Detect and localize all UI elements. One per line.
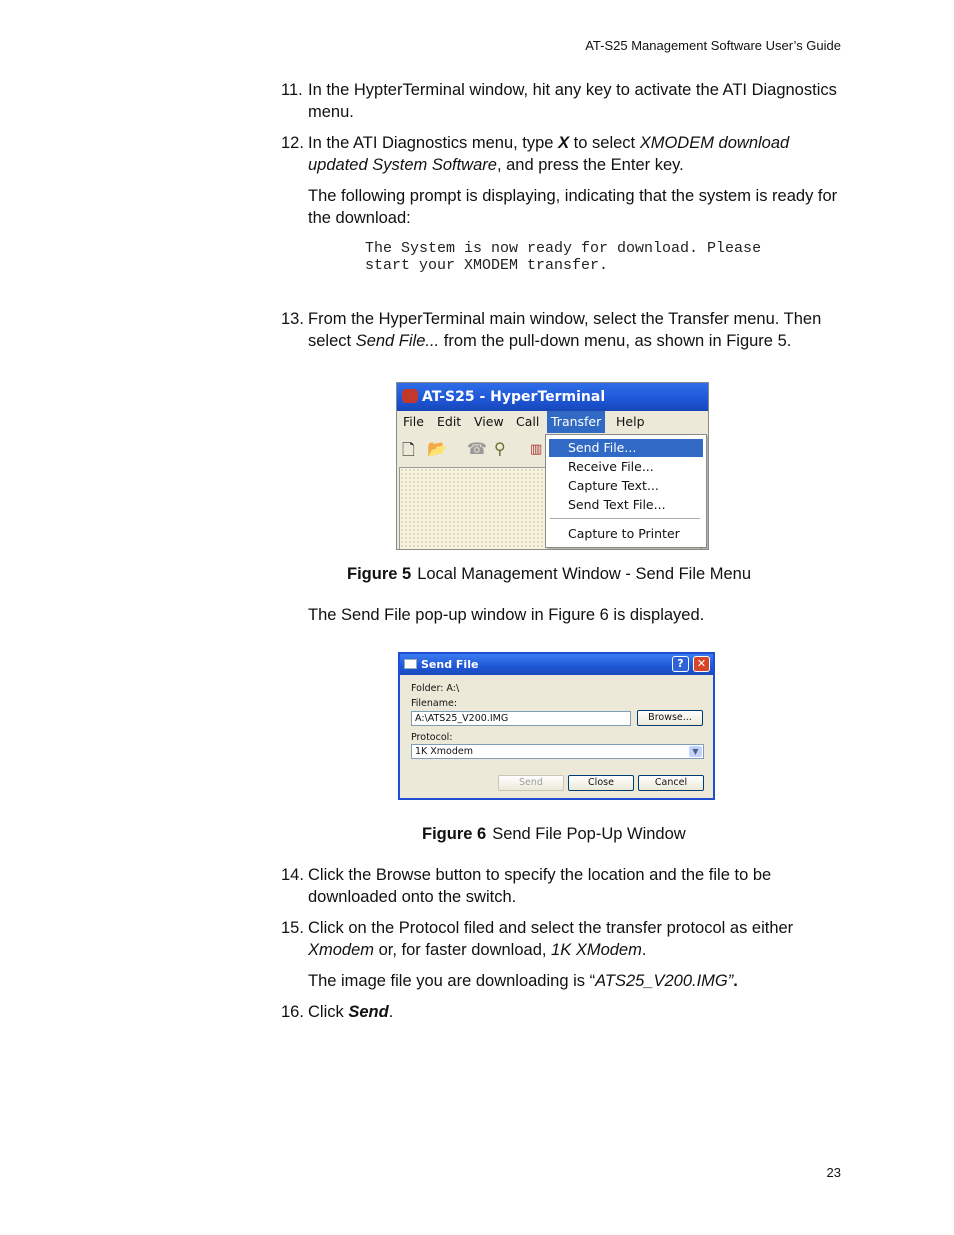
chevron-down-icon[interactable]: ▼ [689, 746, 702, 757]
menu-view[interactable]: View [474, 414, 504, 429]
step-text: In the ATI Diagnostics menu, type X to select XMODEM download updated System Software, and press the Enter key. [308, 134, 790, 174]
send-file-note: The Send File pop-up window in Figure 6 is displayed. [308, 606, 705, 624]
new-file-icon[interactable]: 🗋 [402, 440, 415, 459]
step-text: In the HypterTerminal window, hit any key to activate the ATI Diagnostics menu. [308, 81, 837, 121]
step-15 [281, 917, 841, 961]
page-number: 23 [826, 1165, 841, 1180]
step-16 [281, 1001, 841, 1023]
hyperterminal-app-icon [402, 389, 418, 403]
prompt-note: The following prompt is displaying, indicating that the system is ready for the download: [308, 187, 838, 227]
step-12 [281, 132, 841, 176]
step-number: 12. [281, 134, 304, 152]
step-14 [281, 864, 841, 908]
step-text: Click the Browse button to specify the location and the file to be downloaded onto the switch. [308, 866, 772, 906]
menu-file[interactable]: File [403, 414, 424, 429]
figure-5-caption [347, 565, 751, 584]
filename-input[interactable]: A:\ATS25_V200.IMG [411, 711, 631, 726]
menu-call[interactable]: Call [516, 414, 540, 429]
send-icon[interactable]: ▥ [530, 442, 543, 457]
step-number: 14. [281, 866, 304, 884]
step-13 [281, 308, 841, 374]
browse-button[interactable]: Browse... [637, 710, 703, 726]
phone-icon[interactable]: ☎ [467, 439, 487, 458]
protocol-value: 1K Xmodem [415, 746, 473, 757]
menu-help[interactable]: Help [616, 414, 645, 429]
send-file-dialog [398, 652, 715, 800]
step-number: 13. [281, 310, 304, 328]
filename-label: Filename: [411, 698, 458, 709]
disconnect-icon[interactable]: ⚲ [494, 439, 506, 458]
system-prompt: The System is now ready for download. Please start your XMODEM transfer. [365, 240, 762, 274]
step-text: Click Send. [308, 1003, 394, 1021]
menu-separator [550, 518, 700, 519]
step-number: 11. [281, 81, 303, 99]
window-title: AT-S25 - HyperTerminal [422, 389, 606, 405]
figure-title: Local Management Window - Send File Menu [417, 565, 752, 583]
menu-option: XMODEM download updated System Software [308, 134, 790, 174]
protocol-option-xmodem: Xmodem [308, 941, 375, 959]
image-file-note: The image file you are downloading is “ATS25_V200.IMG”. [308, 972, 738, 990]
protocol-label: Protocol: [411, 732, 453, 743]
window-icon [404, 659, 417, 669]
menu-item-ref: Send File... [355, 332, 440, 350]
figure-6-caption [422, 825, 686, 844]
step-text: Click on the Protocol filed and select the transfer protocol as either Xmodem or, for faster download, 1K XModem. [308, 919, 794, 959]
title-bar [397, 383, 709, 411]
protocol-select[interactable] [411, 744, 704, 759]
dialog-title-bar [400, 654, 713, 675]
menu-item-capture-to-printer[interactable]: Capture to Printer [568, 526, 680, 541]
step-number: 16. [281, 1003, 304, 1021]
folder-label: Folder: A:\ [411, 683, 460, 694]
close-window-button[interactable]: ✕ [693, 656, 710, 672]
running-header: AT-S25 Management Software User’s Guide [585, 38, 841, 53]
step-number: 15. [281, 919, 304, 937]
figure-title: Send File Pop-Up Window [492, 825, 686, 843]
menu-item-send-text-file[interactable]: Send Text File... [568, 497, 666, 512]
step-11 [281, 79, 841, 123]
menu-item-receive-file[interactable]: Receive File... [568, 459, 654, 474]
close-button[interactable]: Close [568, 775, 634, 791]
image-file-name: ATS25_V200.IMG” [595, 972, 734, 990]
figure-label: Figure 6 [422, 825, 487, 843]
send-action: Send [348, 1003, 389, 1021]
figure-label: Figure 5 [347, 565, 412, 583]
hyperterminal-window [396, 382, 709, 550]
menu-edit[interactable]: Edit [437, 414, 462, 429]
menu-item-capture-text[interactable]: Capture Text... [568, 478, 659, 493]
menu-item-send-file[interactable]: Send File... [549, 439, 703, 457]
menu-transfer[interactable]: Transfer [547, 411, 605, 433]
step-text: From the HyperTerminal main window, select the Transfer menu. Then select Send File... from the pull-down menu, as shown in Figure 5. [308, 310, 822, 350]
cancel-button[interactable]: Cancel [638, 775, 704, 791]
transfer-dropdown [545, 434, 707, 548]
open-folder-icon[interactable]: 📂 [427, 439, 447, 458]
key-x: X [558, 134, 570, 152]
send-button[interactable]: Send [498, 775, 564, 791]
dialog-title: Send File [421, 658, 479, 671]
menu-bar [397, 411, 709, 433]
protocol-option-1k-xmodem: 1K XModem [551, 941, 642, 959]
help-button[interactable]: ? [672, 656, 689, 672]
